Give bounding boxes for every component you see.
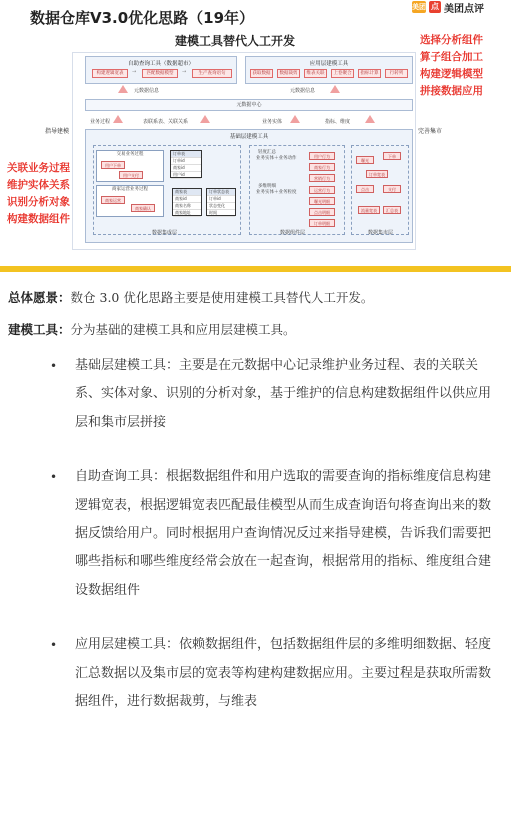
up-arrow-icon (200, 115, 210, 123)
order-node: 下单 (383, 152, 401, 160)
table-field: 状态变化 (207, 203, 235, 210)
meituan-logo-icon: 美团 (412, 3, 426, 11)
table-field: 订单id (171, 158, 201, 165)
trade-process-box (96, 150, 164, 182)
order-detail-node: 订单明细 (309, 219, 335, 227)
table-header: 订单表 (171, 151, 201, 158)
table-field: 商家地址 (173, 210, 201, 217)
bullet-app-tool: • 应用层建模工具：依赖数据组件，包括数据组件层的多维明细数据、轻度汇总数据以及集市层的宽表等构建构建数据应用。主要过程是获取所需数据组件，进行数据裁剪，与维表 (50, 631, 498, 716)
logo-text: 美团点评 (444, 3, 484, 15)
improve-market-label: 完善集市 (418, 128, 443, 135)
left-annotation-line: 维护实体关系 (7, 179, 70, 191)
table-header: 订单状态表 (207, 189, 235, 196)
metadata-center-bar: 元数据中心 (85, 99, 413, 111)
order-wide-node: 订单宽表 (366, 170, 388, 178)
relation-label: 表联系表、关联关系 (143, 119, 189, 125)
meituan-dianping-logo (412, 0, 504, 14)
arrow-right-icon: → (182, 69, 187, 75)
component-layer-label: 数据组件层 (280, 230, 306, 236)
dianping-logo-icon: 点 (431, 2, 439, 11)
exposure-node: 曝光 (356, 156, 374, 164)
light-summary-label: 轻度汇总 (258, 150, 276, 155)
app-op-box: 获取数据 (250, 69, 273, 78)
left-annotation-line: 构建数据组件 (7, 213, 70, 225)
table-field: 商家id (173, 196, 201, 203)
exposure-detail-node: 曝光明细 (309, 197, 335, 205)
pay-node: 支付 (383, 185, 401, 193)
biz-process-label: 业务过程 (90, 119, 111, 125)
merchant-process-box (96, 185, 164, 217)
modeling-tools-text: 分为基础的建模工具和应用层建模工具。 (70, 322, 296, 337)
app-op-box: 维表关联 (304, 69, 327, 78)
multi-detail-label: 多维明细 (258, 184, 276, 189)
app-op-box: 上卷聚合 (331, 69, 354, 78)
overall-vision-text: 数仓 3.0 优化思路主要是使用建模工具替代人工开发。 (70, 290, 374, 305)
overall-vision-paragraph (8, 288, 373, 306)
arrow-right-icon: → (132, 69, 137, 75)
right-annotation-line: 选择分析组件 (420, 34, 483, 46)
yellow-divider (0, 266, 511, 272)
table-field: 时间 (207, 210, 235, 217)
trade-process-title: 交易业务过程 (116, 152, 144, 157)
logic-wide-table-box: 构建逻辑宽表 (92, 69, 128, 78)
bullet-self-query-tool: • 自助查询工具：根据数据组件和用户选取的需要查询的指标维度信息构建逻辑宽表，根据逻辑宽表匹配最佳模型从而生成查询语句将查询出来的数据反馈给用户。同时根据用户查询情况反过来指导建模，告诉我们需要把哪些指标和哪些维度经常会放在一起查询，根据常用的指标、维度组合建设数据组件 (50, 463, 498, 605)
self-query-panel (85, 56, 237, 84)
metadata-info-right: 元数据信息 (290, 88, 316, 94)
click-node: 点击 (356, 185, 374, 193)
merchant-table (172, 188, 202, 216)
up-arrow-icon (290, 115, 300, 123)
integration-layer-label: 数据集成层 (152, 230, 178, 236)
merchant-process-title: 商家运营业务过程 (112, 187, 148, 192)
app-op-box: 数据裁剪 (277, 69, 300, 78)
marketing-behavior-node: 营销行为 (309, 174, 335, 182)
entity-action-label: 业务实体＋业务动作 (256, 156, 297, 161)
modeling-tools-label: 建模工具： (8, 322, 71, 337)
app-tool-title: 应用层建模工具 (309, 61, 349, 67)
merchant-ops-node: 商家运营 (101, 196, 125, 204)
slide-title: 数据仓库V3.0优化思路（19年） (30, 9, 255, 27)
traffic-wide-node: 流量宽表 (358, 206, 380, 214)
up-arrow-icon (365, 115, 375, 123)
merchant-confirm-node: 商家确认 (131, 204, 155, 212)
ops-behavior-node: 运营行为 (309, 186, 335, 194)
base-tool-title: 基础层建模工具 (229, 134, 269, 140)
metadata-info-left: 元数据信息 (134, 88, 160, 94)
left-annotation-line: 识别分析对象 (7, 196, 70, 208)
bullet-base-tool: • 基础层建模工具：主要是在元数据中心记录维护业务过程、表的关联关系、实体对象、识别的分析对象，基于维护的信息构建数据组件以供应用层和集市层拼接 (50, 352, 498, 437)
right-annotation-line: 算子组合加工 (420, 51, 483, 63)
table-field: 商家名称 (173, 203, 201, 210)
right-annotation-line: 拼接数据应用 (420, 85, 483, 97)
right-annotation-line: 构建逻辑模型 (420, 68, 483, 80)
up-arrow-icon (330, 85, 340, 93)
table-field: 订单id (207, 196, 235, 203)
merchant-behavior-node: 商家行为 (309, 163, 335, 171)
metric-dim-label: 指标、维度 (325, 119, 351, 125)
table-header: 商家表 (173, 189, 201, 196)
order-table (170, 150, 202, 178)
left-annotation-line: 关联业务过程 (7, 162, 70, 174)
order-state-table (206, 188, 236, 216)
table-field: 用户id (171, 172, 201, 179)
summary-node: 汇总表 (383, 206, 401, 214)
entity-grain-label: 业务实体＋业务粒度 (256, 190, 297, 195)
left-annotation (7, 160, 70, 228)
app-op-box: 行转列 (385, 69, 408, 78)
market-layer-label: 数据集市层 (368, 230, 394, 236)
user-order-node: 用户下单 (101, 161, 125, 169)
entity-label: 业务实体 (262, 119, 283, 125)
right-annotation (420, 32, 483, 100)
user-behavior-node: 用户行为 (309, 152, 335, 160)
self-query-title: 自助查询工具（数据超市） (127, 61, 194, 67)
tool-bullet-list (50, 352, 498, 742)
click-detail-node: 点击明细 (309, 208, 335, 216)
overall-vision-label: 总体愿景： (8, 290, 71, 305)
modeling-tools-paragraph (8, 320, 296, 338)
app-tool-panel (245, 56, 413, 84)
app-op-box: 指标计算 (358, 69, 381, 78)
gen-query-box: 生产查询语句 (192, 69, 232, 78)
table-field: 商家id (171, 165, 201, 172)
guide-modeling-label: 指导建模 (45, 128, 70, 135)
up-arrow-icon (118, 85, 128, 93)
up-arrow-icon (113, 115, 123, 123)
slide-subtitle: 建模工具替代人工开发 (175, 34, 296, 48)
user-pay-node: 用户支付 (119, 171, 143, 179)
match-model-box: 匹配数据模型 (142, 69, 178, 78)
